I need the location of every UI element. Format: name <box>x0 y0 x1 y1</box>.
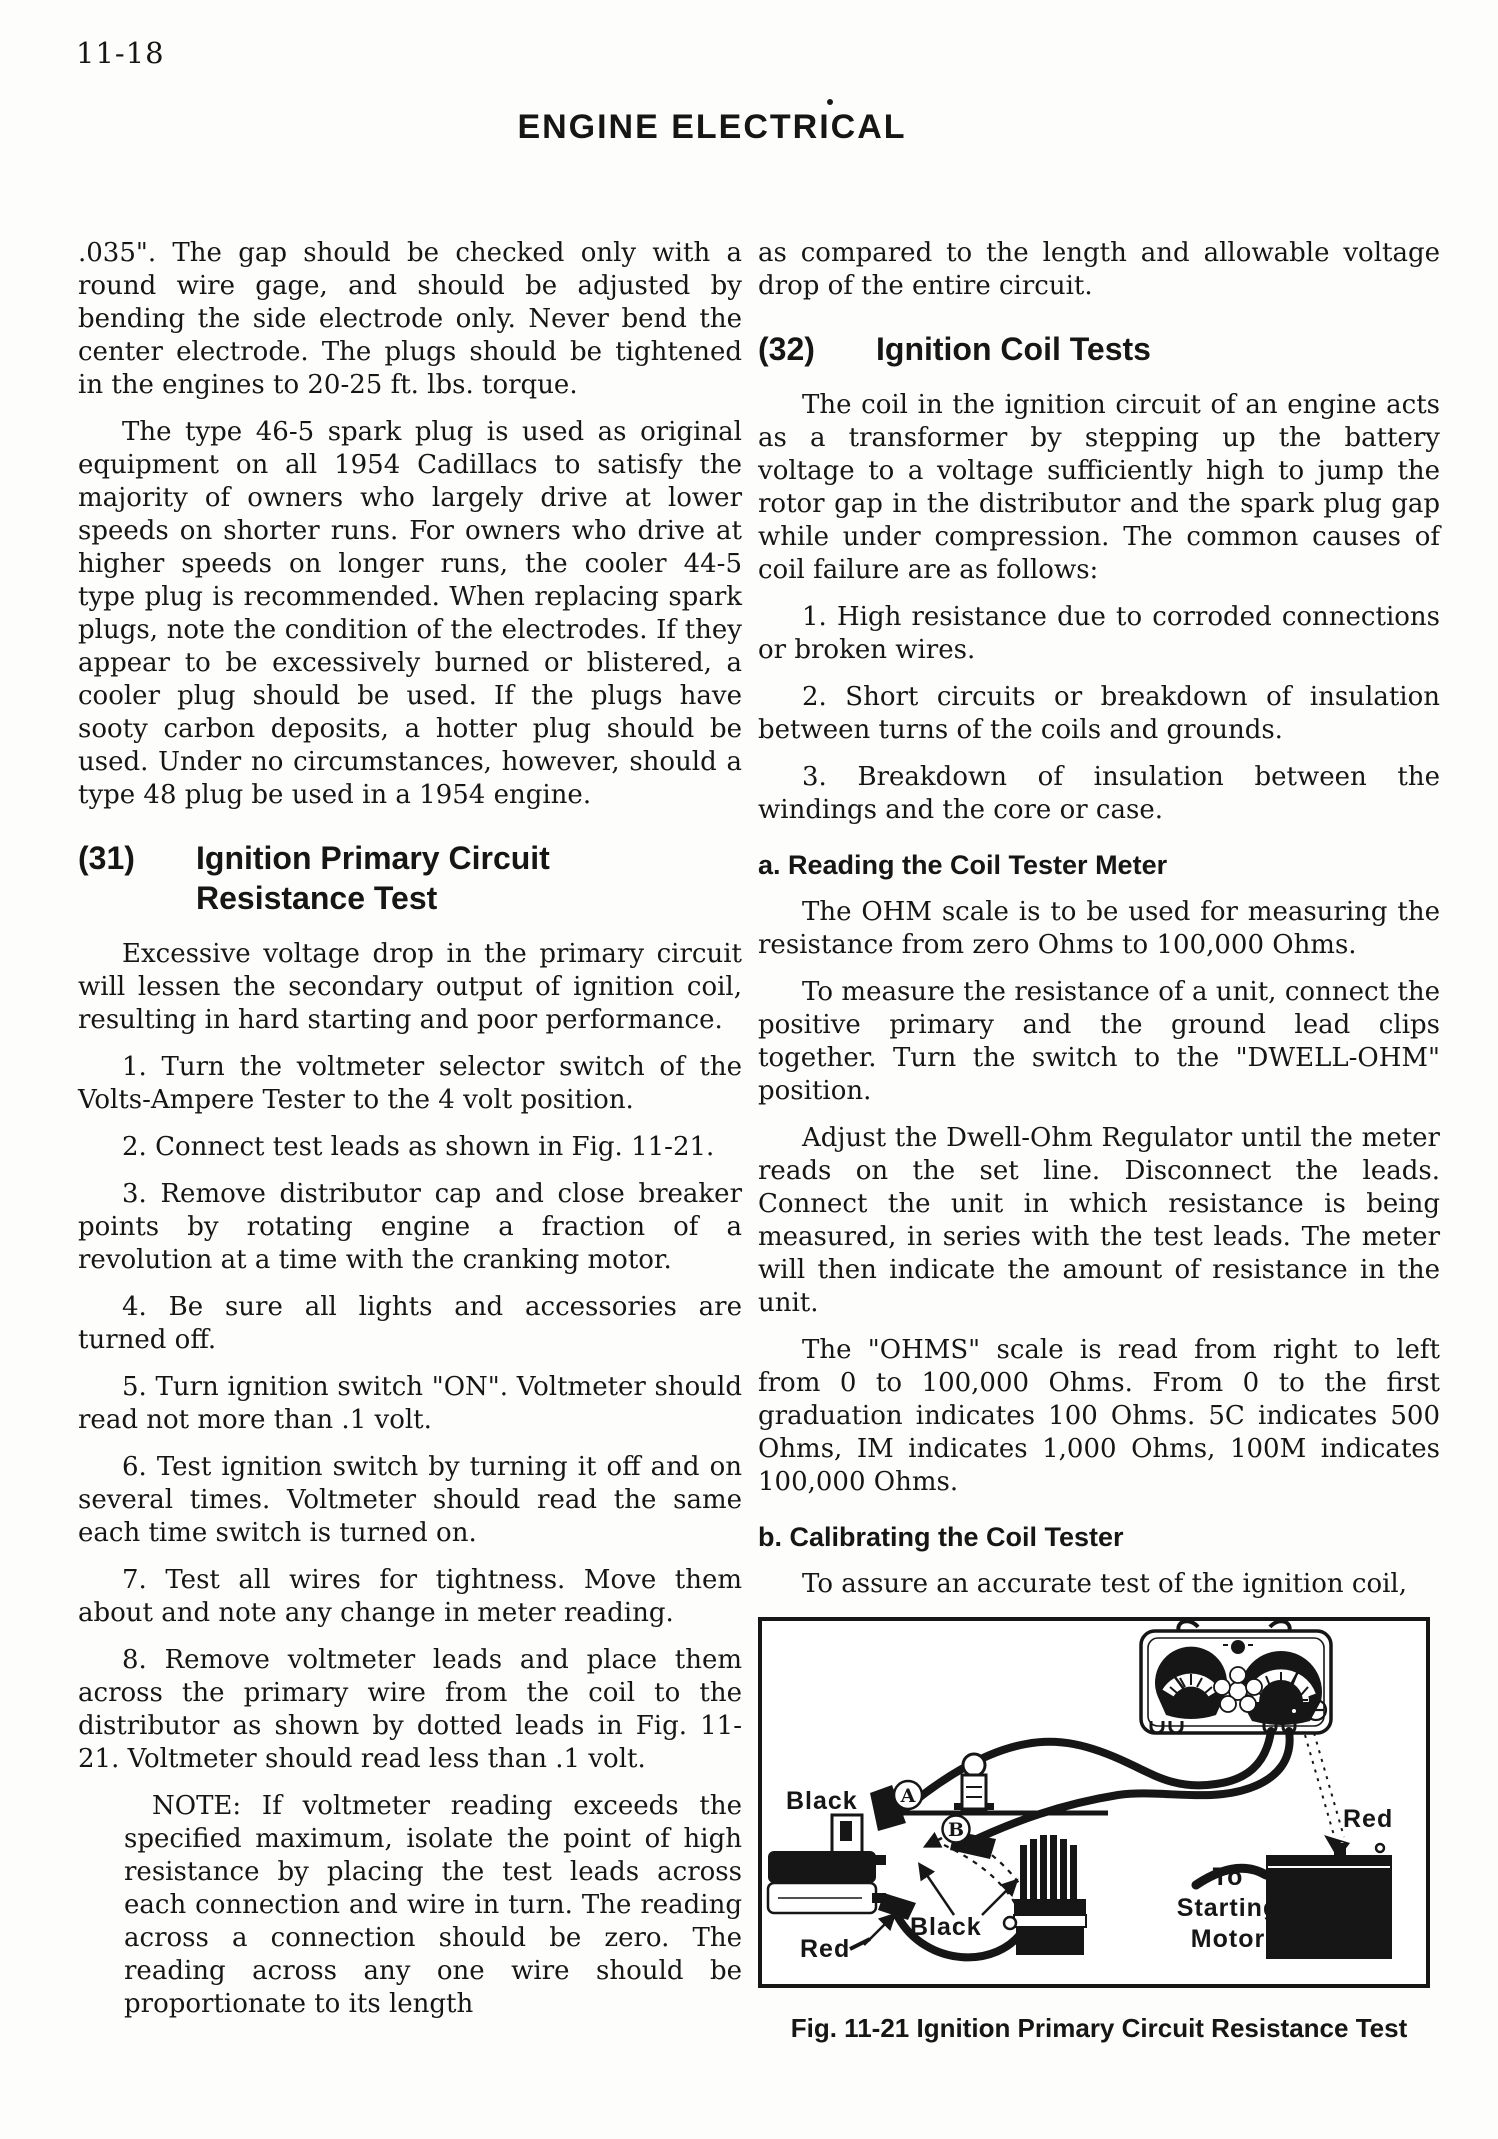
cause-3: 3. Breakdown of insulation between the windings and the core or case. <box>758 762 1440 825</box>
svg-text:Starting: Starting <box>1176 1894 1280 1922</box>
left-column <box>78 237 742 2021</box>
figure-caption: Fig. 11-21 Ignition Primary Circuit Resistance Test <box>790 2013 1408 2043</box>
battery <box>1266 1843 1392 1959</box>
step-6: 6. Test ignition switch by turning it off and on several times. Voltmeter should read the same each time switch is turned on. <box>78 1452 742 1548</box>
top-knob <box>1231 1640 1245 1654</box>
volts-ampere-tester <box>1141 1621 1331 1733</box>
section-31-title <box>196 838 742 918</box>
ink-dot <box>827 99 833 105</box>
label-red-left: Red <box>800 1935 851 1963</box>
paragraph-measure: To measure the resistance of a unit, connect the positive primary and the ground lead clips together. Turn the switch to the "DWELL-OHM" position. <box>758 977 1440 1106</box>
subhead-b: b. Calibrating the Coil Tester <box>758 1522 1124 1552</box>
paragraph-adjust: Adjust the Dwell-Ohm Regulator until the meter reads on the set line. Disconnect the leads. Connect the unit in which resistance is being measured, in series with the test leads. The meter will then indicate the amount of resistance in the unit. <box>758 1123 1440 1318</box>
paragraph-continued: as compared to the length and allowable voltage drop of the entire circuit. <box>758 238 1440 301</box>
figure-11-21-illustration <box>758 1617 1430 1989</box>
section-32-heading <box>758 329 1440 369</box>
section-31-number: (31) <box>78 840 135 876</box>
circle-a-letter: A <box>900 1785 916 1807</box>
paragraph-excessive: Excessive voltage drop in the primary circuit will lessen the secondary output of ignition coil, resulting in hard starting and poor performance. <box>78 939 742 1035</box>
note-paragraph: NOTE: If voltmeter reading exceeds the specified maximum, isolate the point of high resistance by placing the test leads across each connection and wire in turn. The reading across a connection should be zero. The reading across any one wire should be proportionate to its length <box>124 1791 742 2019</box>
section-32-number: (32) <box>758 331 815 367</box>
label-red-right: Red <box>1343 1805 1394 1833</box>
paragraph-assure: To assure an accurate test of the ignition coil, <box>802 1569 1407 1599</box>
step-3: 3. Remove distributor cap and close breaker points by rotating engine a fraction of a revolution at a time with the cranking motor. <box>78 1179 742 1275</box>
label-black-top: Black <box>786 1787 858 1815</box>
step-8: 8. Remove voltmeter leads and place them across the primary wire from the coil to the distributor as shown by dotted leads in Fig. 11-21. Voltmeter should read less than .1 volt. <box>78 1645 742 1774</box>
paragraph-ohm-scale: The OHM scale is to be used for measuring the resistance from zero Ohms to 100,000 Ohms. <box>758 897 1440 960</box>
paragraph-ohms-read: The "OHMS" scale is read from right to left from 0 to 100,000 Ohms. From 0 to the first graduation indicates 100 Ohms. 5C indicates 500 Ohms, IM indicates 1,000 Ohms, 100M indicates 100,000 Ohms. <box>758 1335 1440 1497</box>
figure-11-21 <box>758 1617 1440 2045</box>
page-title: ENGINE ELECTRICAL <box>517 108 907 146</box>
section-32-title: Ignition Coil Tests <box>876 331 1151 367</box>
step-5: 5. Turn ignition switch "ON". Voltmeter should read not more than .1 volt. <box>78 1372 742 1435</box>
step-1: 1. Turn the voltmeter selector switch of the Volts-Ampere Tester to the 4 volt position. <box>78 1052 742 1115</box>
cause-2: 2. Short circuits or breakdown of insulation between turns of the coils and grounds. <box>758 682 1440 745</box>
section-31-title-line2: Resistance Test <box>196 880 438 916</box>
svg-text:Motor: Motor <box>1190 1925 1266 1953</box>
step-7: 7. Test all wires for tightness. Move them about and note any change in meter reading. <box>78 1565 742 1628</box>
label-black-center: Black <box>910 1913 982 1941</box>
subhead-a: a. Reading the Coil Tester Meter <box>758 850 1168 880</box>
section-31-heading <box>78 838 742 918</box>
cause-1: 1. High resistance due to corroded connections or broken wires. <box>758 602 1440 665</box>
page-number: 11-18 <box>76 36 165 70</box>
circle-b-letter: B <box>947 1819 965 1841</box>
paragraph-spark-plug: The type 46-5 spark plug is used as original equipment on all 1954 Cadillacs to satisfy the majority of owners who largely drive at lower speeds on shorter runs. For owners who drive at higher speeds on longer runs, the cooler 44-5 type plug is recommended. When replacing spark plugs, note the condition of the electrodes. If they appear to be excessively burned or blistered, a cooler plug should be used. If the plugs have sooty carbon deposits, a hotter plug should be used. Under no circumstances, however, should a type 48 plug be used in a 1954 engine. <box>78 417 742 810</box>
paragraph-gap: .035". The gap should be checked only with a round wire gage, and should be adjusted by bending the side electrode only. Never bend the center electrode. The plugs should be tightened in the engines to 20-25 ft. lbs. torque. <box>78 238 742 400</box>
svg-text:To: To <box>1212 1863 1244 1891</box>
step-4: 4. Be sure all lights and accessories are turned off. <box>78 1292 742 1355</box>
section-31-title-line1: Ignition Primary Circuit <box>196 840 550 876</box>
paragraph-coil: The coil in the ignition circuit of an engine acts as a transformer by stepping up the battery voltage to a voltage sufficiently high to jump the rotor gap in the distributor and the spark plug gap while under compression. The common causes of coil failure are as follows: <box>758 390 1440 585</box>
step-2: 2. Connect test leads as shown in Fig. 11-21. <box>122 1132 715 1162</box>
right-column <box>758 237 1440 2045</box>
